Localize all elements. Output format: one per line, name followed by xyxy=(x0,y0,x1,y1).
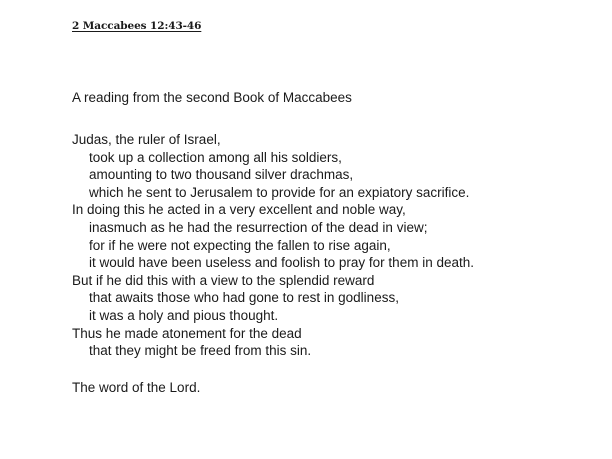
reading-line: In doing this he acted in a very excellent and noble way, xyxy=(72,202,406,218)
reading-text xyxy=(72,131,592,360)
reading-line: for if he were not expecting the fallen to rise again, xyxy=(89,237,391,253)
reading-line: Thus he made atonement for the dead xyxy=(72,325,302,341)
reading-line: Judas, the ruler of Israel, xyxy=(72,132,221,147)
reading-closing: The word of the Lord. xyxy=(72,380,201,395)
reading-line: that they might be freed from this sin. xyxy=(89,343,312,359)
reading-line: amounting to two thousand silver drachmas, xyxy=(89,167,354,183)
reading-introduction: A reading from the second Book of Maccabees xyxy=(72,90,352,105)
reading-line: took up a collection among all his soldiers, xyxy=(89,149,342,165)
reading-line: it was a holy and pious thought. xyxy=(89,307,279,323)
reading-line: that awaits those who had gone to rest in godliness, xyxy=(89,290,399,306)
reading-line: inasmuch as he had the resurrection of the dead in view; xyxy=(89,219,428,235)
reading-line: But if he did this with a view to the splendid reward xyxy=(72,272,375,288)
scripture-citation: 2 Maccabees 12:43-46 xyxy=(72,20,202,32)
reading-line: which he sent to Jerusalem to provide for an expiatory sacrifice. xyxy=(89,184,470,200)
reading-line: it would have been useless and foolish to pray for them in death. xyxy=(89,255,474,271)
